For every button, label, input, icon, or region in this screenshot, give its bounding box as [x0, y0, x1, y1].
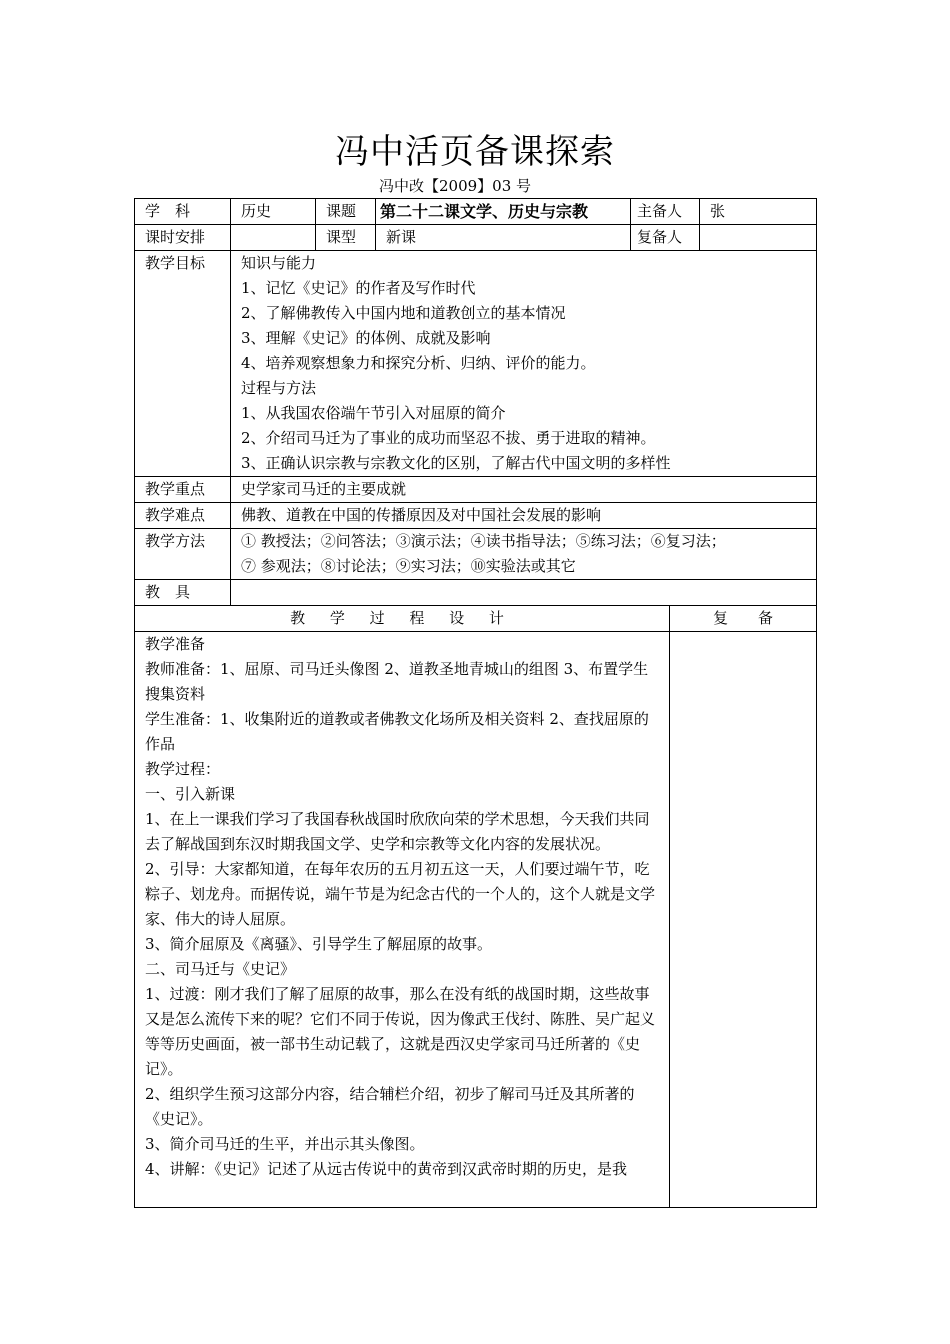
- info-row-1: [135, 199, 817, 225]
- type-label: 课型: [316, 225, 376, 251]
- topic-label: 课题: [316, 199, 376, 225]
- objective-line: 2、了解佛教传入中国内地和道教创立的基本情况: [241, 304, 566, 322]
- subject-label: 学 科: [135, 199, 231, 225]
- reviewer-label: 复备人: [631, 225, 700, 251]
- objective-line: 4、培养观察想象力和探究分析、归纳、评价的能力。: [241, 354, 596, 372]
- tools-label: 教 具: [135, 580, 231, 606]
- process-paragraph: 2、组织学生预习这部分内容，结合辅栏介绍，初步了解司马迁及其所著的《史记》。: [145, 1085, 635, 1128]
- preparer-value: 张: [700, 199, 817, 225]
- review-content: [670, 632, 817, 1208]
- key-point-row: [135, 477, 817, 503]
- process-body-row: [135, 632, 817, 1208]
- schedule-value: [231, 225, 316, 251]
- objective-line: 3、正确认识宗教与宗教文化的区别，了解古代中国文明的多样性: [241, 454, 671, 472]
- objectives-label: 教学目标: [135, 251, 231, 477]
- process-paragraph: 4、讲解：《史记》记述了从远古传说中的黄帝到汉武帝时期的历史，是我: [145, 1160, 628, 1178]
- key-point-value: 史学家司马迁的主要成就: [231, 477, 817, 503]
- tools-row: [135, 580, 817, 606]
- difficulty-row: [135, 503, 817, 529]
- process-paragraph: 学生准备：1、收集附近的道教或者佛教文化场所及相关资料 2、查找屈原的作品: [145, 710, 649, 753]
- objective-line: 1、记忆《史记》的作者及写作时代: [241, 279, 476, 297]
- process-header: 教 学 过 程 设 计: [135, 606, 670, 632]
- process-paragraph: 1、在上一课我们学习了我国春秋战国时欣欣向荣的学术思想，今天我们共同去了解战国到东汉时期我国文学、史学和宗教等文化内容的发展状况。: [145, 810, 650, 853]
- process-paragraph: 2、引导：大家都知道，在每年农历的五月初五这一天，人们要过端午节，吃粽子、划龙舟。而据传说，端午节是为纪念古代的一个人的，这个人就是文学家、伟大的诗人屈原。: [145, 860, 656, 928]
- method-line: ① 教授法；②问答法；③演示法；④读书指导法；⑤练习法；⑥复习法；: [241, 532, 726, 550]
- objective-line: 知识与能力: [241, 254, 317, 272]
- objective-line: 1、从我国农俗端午节引入对屈原的简介: [241, 404, 506, 422]
- reviewer-value: [700, 225, 817, 251]
- methods-label: 教学方法: [135, 529, 231, 580]
- objective-line: 过程与方法: [241, 379, 317, 397]
- subject-value: 历史: [231, 199, 316, 225]
- difficulty-label: 教学难点: [135, 503, 231, 529]
- lesson-plan-table: [134, 198, 817, 1208]
- tools-value: [231, 580, 817, 606]
- method-line: ⑦ 参观法；⑧讨论法；⑨实习法；⑩实验法或其它: [241, 557, 576, 575]
- process-paragraph: 教学过程：: [145, 760, 221, 778]
- process-content: [135, 632, 670, 1208]
- objectives-content: [231, 251, 817, 477]
- page-title: 冯中活页备课探索: [335, 132, 615, 172]
- process-paragraph: 教师准备：1、屈原、司马迁头像图 2、道教圣地青城山的组图 3、布置学生搜集资料: [145, 660, 649, 703]
- objective-line: 3、理解《史记》的体例、成就及影响: [241, 329, 491, 347]
- process-paragraph: 3、简介屈原及《离骚》、引导学生了解屈原的故事。: [145, 935, 493, 953]
- topic-value: 第二十二课文学、历史与宗教: [376, 199, 631, 225]
- review-header: 复 备: [670, 606, 817, 632]
- schedule-label: 课时安排: [135, 225, 231, 251]
- info-row-2: [135, 225, 817, 251]
- process-paragraph: 二、司马迁与《史记》: [145, 960, 296, 978]
- process-paragraph: 1、过渡：刚才我们了解了屈原的故事，那么在没有纸的战国时期，这些故事又是怎么流传下来的呢？它们不同于传说，因为像武王伐纣、陈胜、吴广起义等等历史画面，被一部书生动记载了，这就是西汉史学家司马迁所著的《史记》。: [145, 985, 656, 1078]
- objectives-row: [135, 251, 817, 477]
- document-number: 冯中改【2009】03 号: [378, 177, 532, 195]
- process-paragraph: 一、引入新课: [145, 785, 236, 803]
- methods-content: [231, 529, 817, 580]
- objective-line: 2、介绍司马迁为了事业的成功而坚忍不拔、勇于进取的精神。: [241, 429, 656, 447]
- methods-row: [135, 529, 817, 580]
- preparer-label: 主备人: [631, 199, 700, 225]
- difficulty-value: 佛教、道教在中国的传播原因及对中国社会发展的影响: [231, 503, 817, 529]
- process-paragraph: 教学准备: [145, 635, 206, 653]
- type-value: 新课: [376, 225, 631, 251]
- process-header-row: [135, 606, 817, 632]
- process-paragraph: 3、简介司马迁的生平，并出示其头像图。: [145, 1135, 425, 1153]
- key-point-label: 教学重点: [135, 477, 231, 503]
